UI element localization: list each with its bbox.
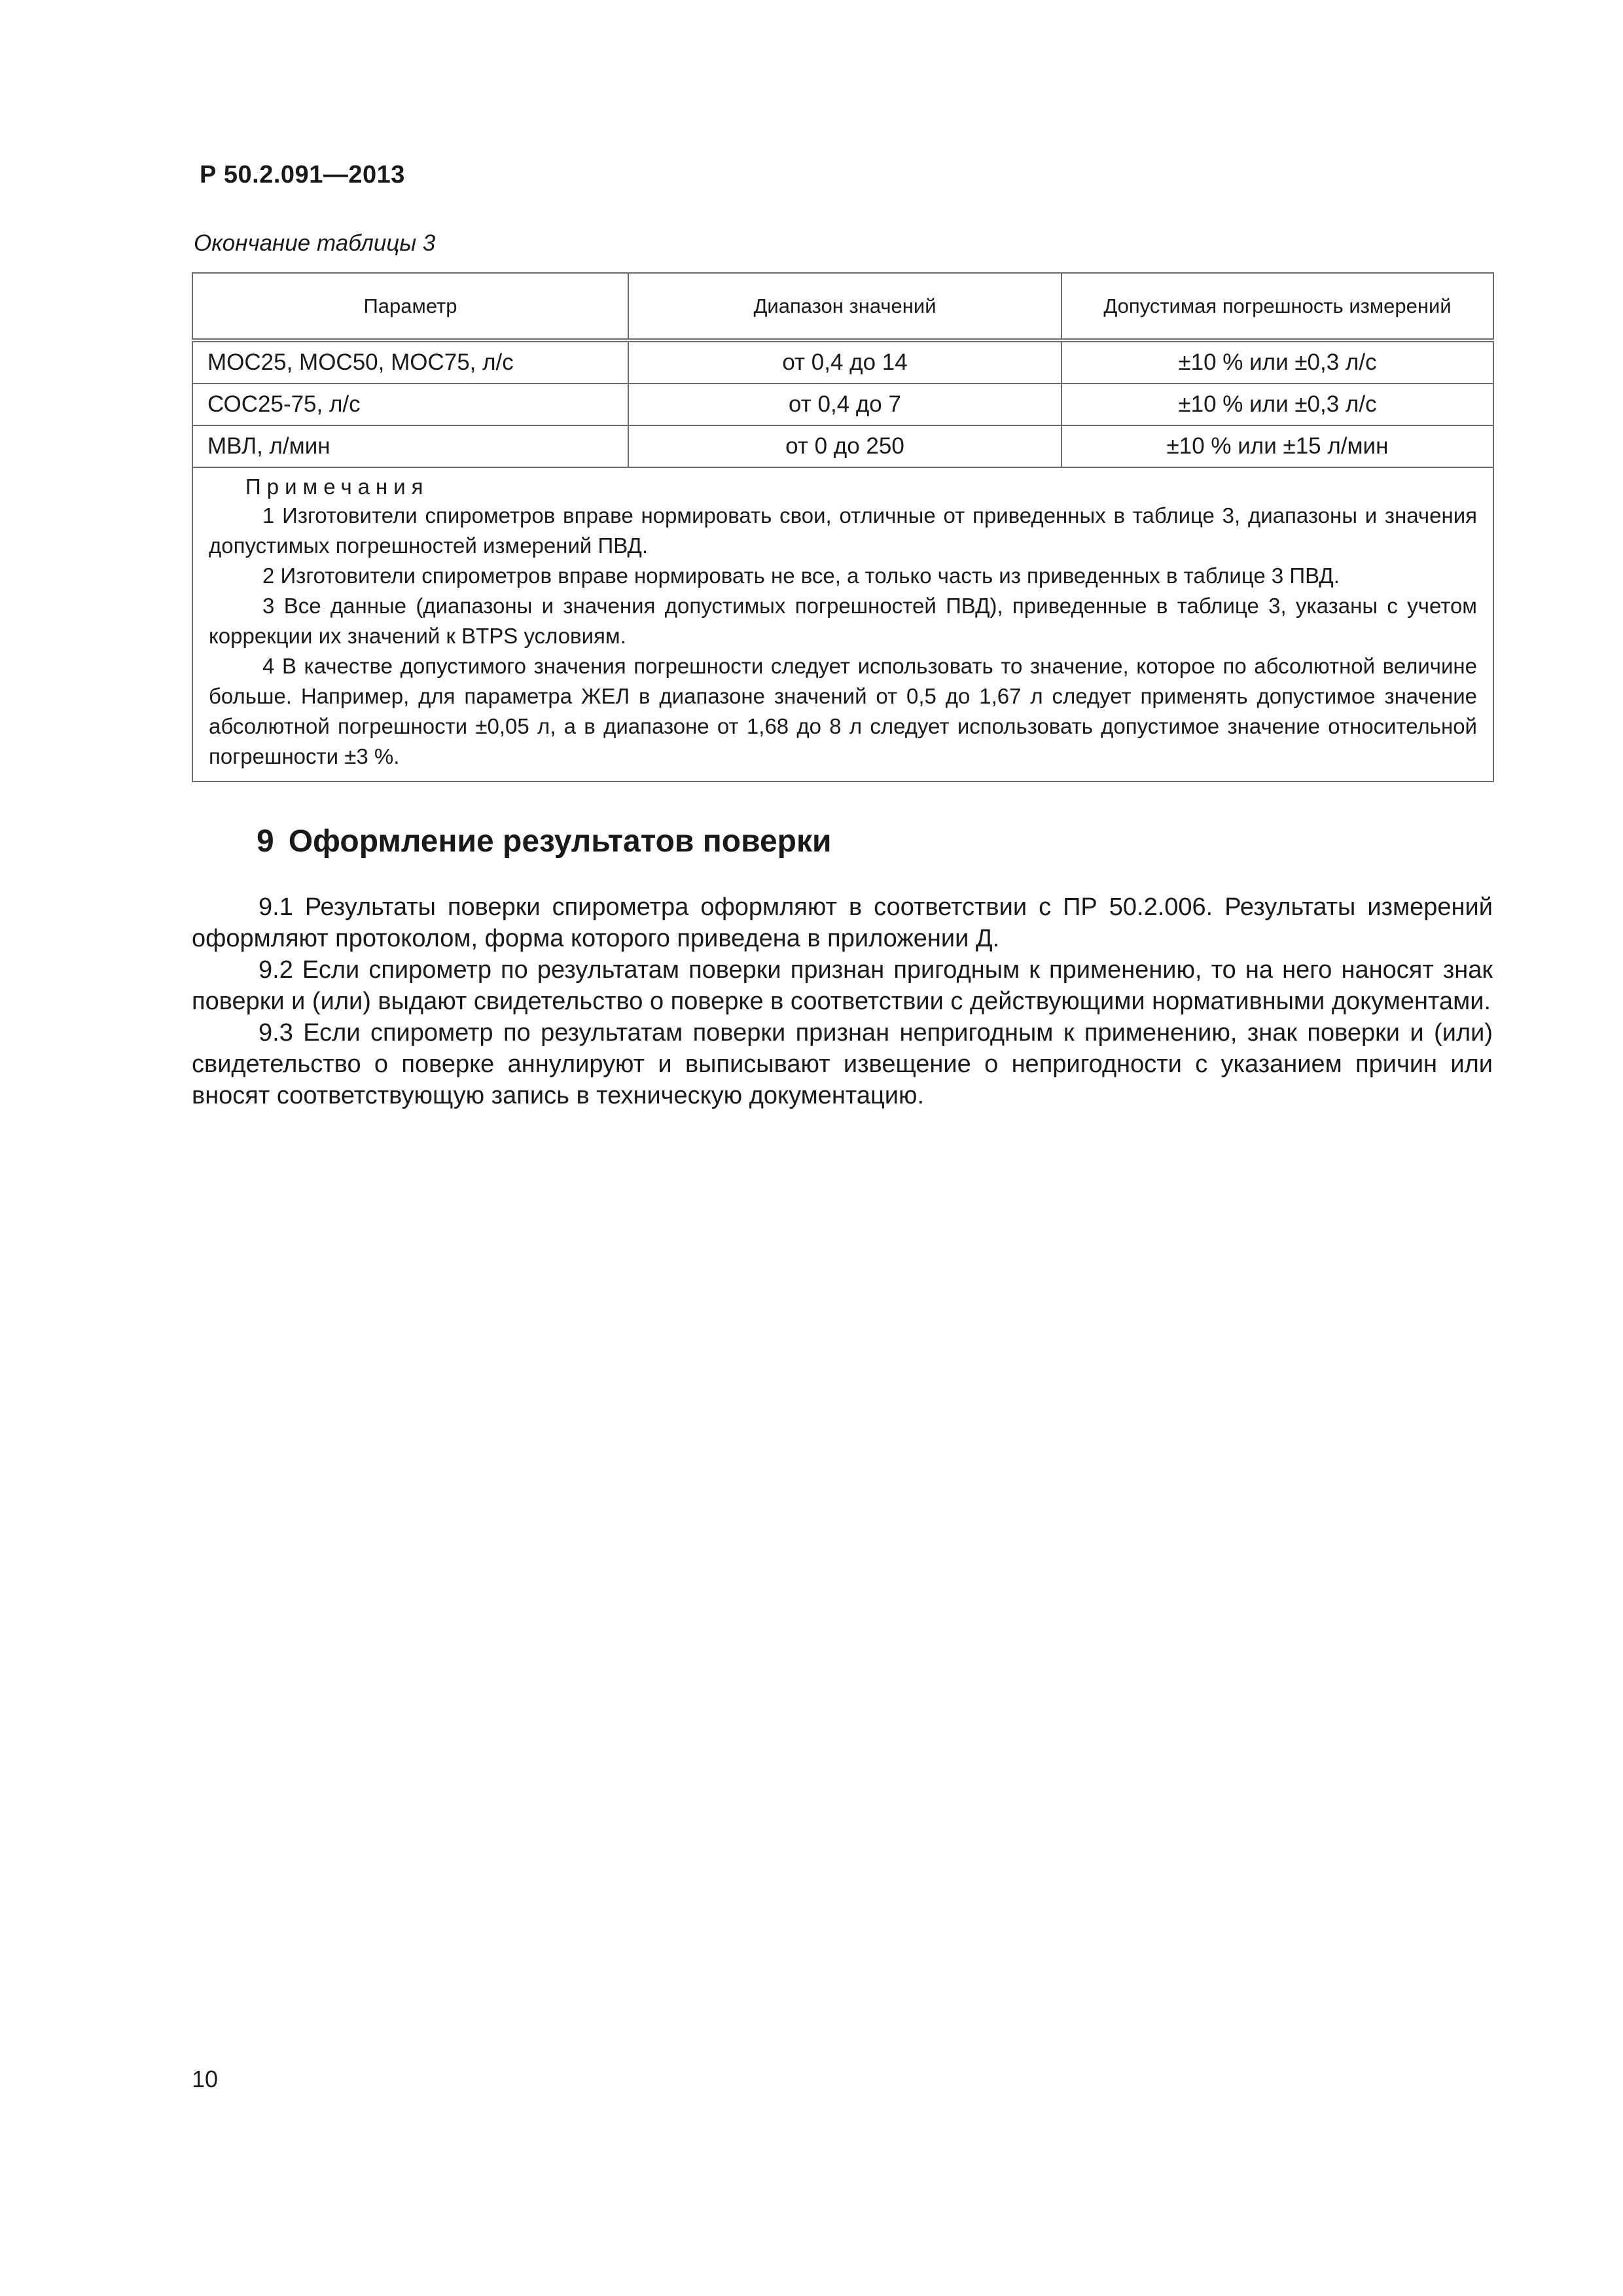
column-header-parameter: Параметр (192, 273, 628, 340)
note-4: 4 В качестве допустимого значения погрешности следует использовать то значение, которое по абсолютной величине больше. Например, для параметра ЖЕЛ в диапазоне значений от 0,5 до 1,67 л следует применять допустимое значение абсолютной погрешности ±0,05 л, а в диапазоне от 1,68 до 8 л следует использовать допустимое значение относительной погрешности ±3 %. (209, 654, 1477, 768)
note-2: 2 Изготовители спирометров вправе нормировать не все, а только часть из приведенных в таблице 3 ПВД. (262, 564, 1340, 588)
paragraph-9-2: 9.2 Если спирометр по результатам поверки признан пригодным к применению, то на него наносят знак поверки и (или) выдают свидетельство о поверке в соответствии с действующими нормативными документами. (192, 956, 1493, 1015)
notes-title: Примечания (245, 475, 429, 499)
cell-error: ±10 % или ±0,3 л/с (1061, 340, 1493, 384)
table-header-row (192, 273, 1493, 340)
cell-parameter: СОС25-75, л/с (192, 384, 628, 425)
table-row (192, 425, 1493, 467)
section-title: Оформление результатов поверки (288, 824, 832, 859)
table-row (192, 340, 1493, 384)
table-caption: Окончание таблицы 3 (194, 230, 436, 256)
column-header-range: Диапазон значений (628, 273, 1061, 340)
cell-range: от 0,4 до 14 (628, 340, 1061, 384)
page-number: 10 (192, 2066, 219, 2092)
paragraph-9-3: 9.3 Если спирометр по результатам поверки признан непригодным к применению, знак поверки и (или) свидетельство о поверке аннулируют и выписывают извещение о непригодности с указанием причин или вносят соответствующую запись в техническую документацию. (192, 1019, 1493, 1109)
note-1: 1 Изготовители спирометров вправе нормировать свои, отличные от приведенных в таблице 3, диапазоны и значения допустимых погрешностей измерений ПВД. (209, 503, 1477, 558)
table-row (192, 384, 1493, 425)
paragraph-9-1: 9.1 Результаты поверки спирометра оформляют в соответствии с ПР 50.2.006. Результаты измерений оформляют протоколом, форма которого приведена в приложении Д. (192, 893, 1493, 952)
document-code: Р 50.2.091—2013 (200, 161, 405, 188)
cell-parameter: МВЛ, л/мин (192, 425, 628, 467)
column-header-error: Допустимая погрешность измерений (1061, 273, 1493, 340)
cell-parameter: МОС25, МОС50, МОС75, л/с (192, 340, 628, 384)
note-3: 3 Все данные (диапазоны и значения допустимых погрешностей ПВД), приведенные в таблице 3, указаны с учетом коррекции их значений к BTPS условиям. (209, 594, 1477, 648)
cell-range: от 0 до 250 (628, 425, 1061, 467)
section-body (192, 891, 1493, 1111)
table-notes-row (192, 467, 1493, 781)
cell-error: ±10 % или ±15 л/мин (1061, 425, 1493, 467)
table-notes (192, 467, 1493, 781)
section-heading (257, 823, 832, 859)
section-number: 9 (257, 824, 274, 859)
parameters-table (192, 272, 1494, 782)
cell-range: от 0,4 до 7 (628, 384, 1061, 425)
cell-error: ±10 % или ±0,3 л/с (1061, 384, 1493, 425)
